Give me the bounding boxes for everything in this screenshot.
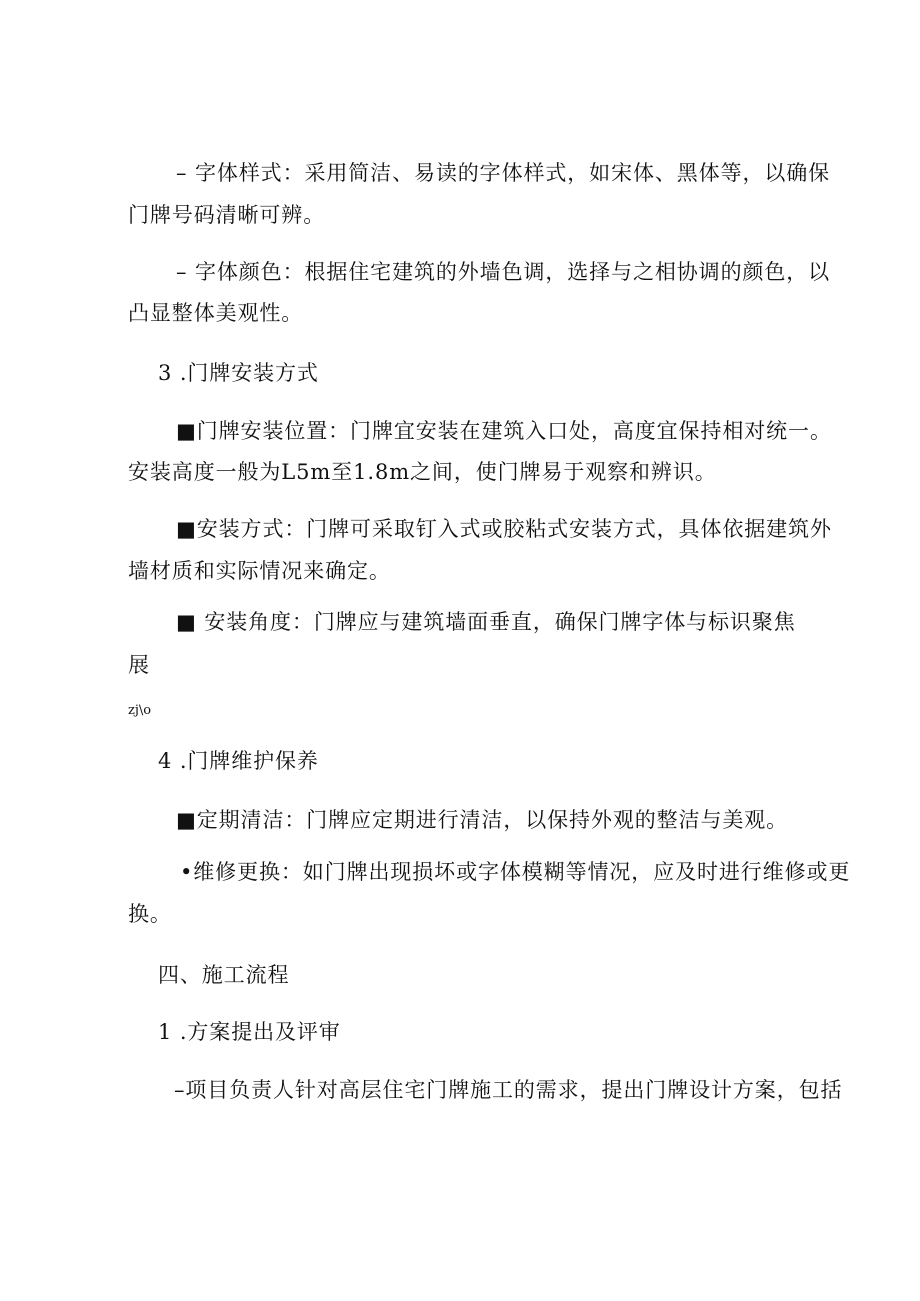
section-heading-maintenance: 4 .门牌维护保养 — [158, 749, 319, 773]
paragraph-font-color-line-2: 凸显整体美观性。 — [128, 301, 304, 325]
paragraph-install-position-line-2: 安装高度一般为L5m至1.8m之间，使门牌易于观察和辨识。 — [128, 460, 717, 484]
section-heading-install: 3 .门牌安装方式 — [158, 361, 319, 385]
paragraph-install-angle-line-2: 展 — [128, 653, 150, 677]
paragraph-proposal-line-1: –项目负责人针对高层住宅门牌施工的需求，提出门牌设计方案，包括 — [174, 1078, 843, 1102]
paragraph-font-style-line-1: – 字体样式：采用简洁、易读的字体样式，如宋体、黑体等，以确保 — [176, 161, 831, 185]
subsection-heading-proposal: 1 .方案提出及评审 — [158, 1020, 341, 1044]
paragraph-install-angle-line-1: ■ 安装角度：门牌应与建筑墙面垂直，确保门牌字体与标识聚焦 — [176, 610, 796, 634]
section-heading-construction-process: 四、施工流程 — [158, 963, 290, 987]
paragraph-cleaning: ■定期清洁：门牌应定期进行清洁，以保持外观的整洁与美观。 — [176, 808, 789, 832]
paragraph-install-angle-fragment: zj\o — [128, 703, 152, 718]
paragraph-install-method-line-2: 墙材质和实际情况来确定。 — [128, 559, 391, 583]
paragraph-font-style-line-2: 门牌号码清晰可辨。 — [128, 203, 326, 227]
paragraph-repair-line-2: 换。 — [128, 902, 172, 926]
paragraph-repair-line-1: •维修更换：如门牌出现损坏或字体模糊等情况，应及时进行维修或更 — [180, 860, 851, 884]
paragraph-install-position-line-1: ■门牌安装位置：门牌宜安装在建筑入口处，高度宜保持相对统一。 — [176, 419, 832, 443]
paragraph-install-method-line-1: ■安装方式：门牌可采取钉入式或胶粘式安装方式，具体依据建筑外 — [176, 517, 832, 541]
paragraph-font-color-line-1: – 字体颜色：根据住宅建筑的外墙色调，选择与之相协调的颜色，以 — [176, 260, 831, 284]
